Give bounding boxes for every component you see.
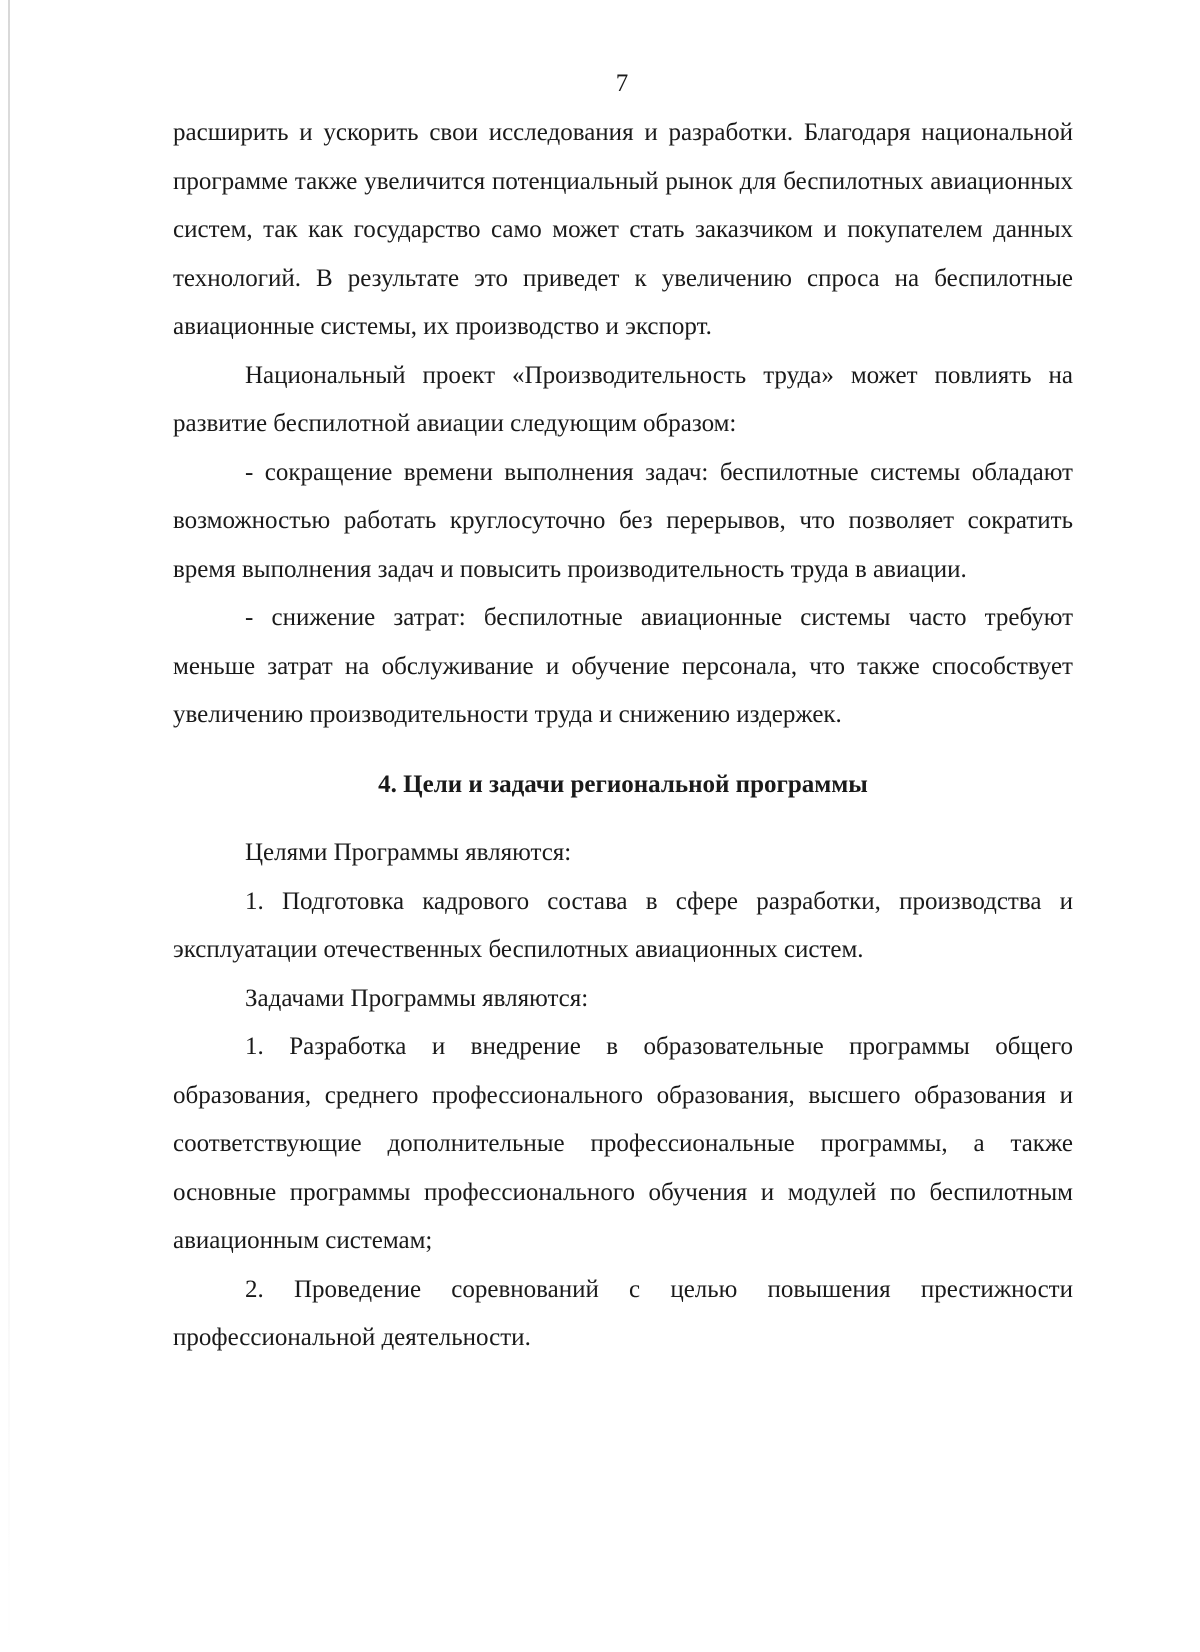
page-number: 7 xyxy=(615,70,629,97)
paragraph-time-reduction: - сокращение времени выполнения задач: беспилотные системы обладают возможностью работать круглосуточно без перерывов, что позволяет сократить время выполнения задач и повысить производительность труда в авиации. xyxy=(173,458,1073,583)
paragraph-cost-reduction: - снижение затрат: беспилотные авиационные системы часто требуют меньше затрат на обслуживание и обучение персонала, что также способствует увеличению производительности труда и снижению издержек. xyxy=(173,604,1073,728)
section-heading: 4. Цели и задачи региональной программы xyxy=(378,770,868,798)
document-body xyxy=(173,109,1073,1363)
paragraph-continuation: расширить и ускорить свои исследования и разработки. Благодаря национальной программе также увеличится потенциальный рынок для беспилотных авиационных систем, так как государство само может стать заказчиком и покупателем данных технологий. В результате это приведет к увеличению спроса на беспилотные авиационные системы, их производство и экспорт. xyxy=(173,119,1073,340)
scan-edge-shadow xyxy=(8,0,10,1652)
paragraph-goals-intro: Целями Программы являются: xyxy=(245,839,572,866)
paragraph-goal-1: 1. Подготовка кадрового состава в сфере разработки, производства и эксплуатации отечественных беспилотных авиационных систем. xyxy=(173,887,1073,963)
paragraph-task-1: 1. Разработка и внедрение в образовательные программы общего образования, среднего профессионального образования, высшего образования и соответствующие дополнительные профессиональные программы, а также основные программы профессионального обучения и модулей по беспилотным авиационным системам; xyxy=(173,1033,1073,1254)
paragraph-national-project: Национальный проект «Производительность труда» может повлиять на развитие беспилотной авиации следующим образом: xyxy=(173,361,1073,437)
paragraph-task-2: 2. Проведение соревнований с целью повышения престижности профессиональной деятельности. xyxy=(173,1275,1073,1351)
paragraph-tasks-intro: Задачами Программы являются: xyxy=(245,984,589,1012)
